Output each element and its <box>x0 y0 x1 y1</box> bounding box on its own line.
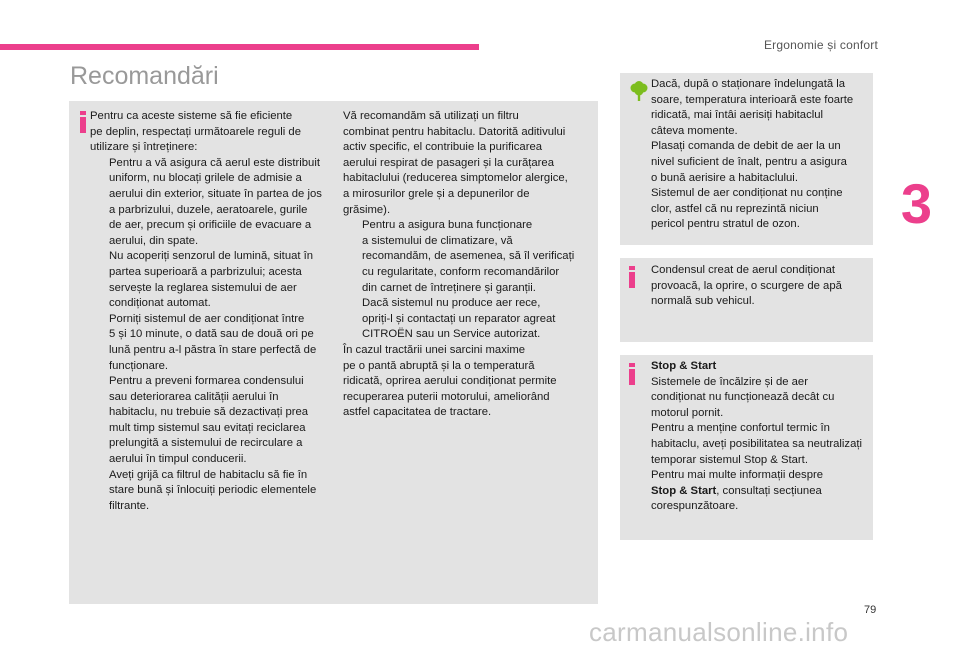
info-icon <box>80 111 86 133</box>
list-item: Porniți sistemul de aer condiționat între 5 și 10 minute, o dată sau de două ori pe lună pentru a-l păstra în stare perfectă de funcționare. <box>90 312 337 374</box>
bullet-icon <box>90 156 109 250</box>
bullet-icon <box>90 249 109 311</box>
condensation-text: Condensul creat de aerul condiționat provoacă, la oprire, o scurgere de apă normală sub vehicul. <box>651 264 842 308</box>
intro-text: Pentru ca aceste sisteme să fie eficiente pe deplin, respectați următoarele reguli de utilizare și întreținere: <box>90 110 302 154</box>
chapter-number: 3 <box>900 172 932 235</box>
stop-start-text: Stop & Start Sistemele de încălzire și de aer condiționat nu funcționează decât cu motorul pornit. Pentru a menține confortul termic în habitaclu, aveți posibilitatea sa neutralizați temporar sistemul Stop & Start. Pentru mai multe informații despre Stop & Start, consultați secțiunea corespunzătoare. <box>651 360 863 513</box>
recommendations-column-2 <box>343 109 593 421</box>
recommendations-panel <box>69 101 598 604</box>
list-item: Aveți grijă ca filtrul de habitaclu să fie în stare bună și înlocuiți periodic elementele filtrante. <box>90 468 337 515</box>
eco-tip-box <box>620 73 873 245</box>
page-number: 79 <box>864 604 877 616</box>
towing-text: În cazul tractării unei sarcini maxime pe o pantă abruptă și la o temperatură ridicată, oprirea aerului condiționat permite recuperarea puterii motorului, ameliorând astfel capacitatea de tractare. <box>343 343 557 419</box>
list-item: Nu acoperiți senzorul de lumină, situat în partea superioară a parbrizului; acesta servește la reglarea sistemului de aer condiționat automat. <box>90 249 337 311</box>
list-item: Pentru a asigura buna funcționare a sistemului de climatizare, vă recomandăm, de asemenea, să îl verificați cu regularitate, conform recomandărilor din carnet de întreținere și garanții. <box>343 218 593 296</box>
bullet-icon <box>343 296 362 343</box>
stop-start-reference: Stop & Start <box>651 484 717 497</box>
eco-tip-text: Dacă, după o staționare îndelungată la soare, temperatura interioară este foarte ridicată, mai întâi aerisiți habitaclul câteva momente. Plasați comanda de debit de aer la un nivel suficient de înalt, pentru a asigura o bună aerisire a habitaclului. Sistemul de aer condiționat nu conține clor, astfel că nu reprezintă niciun pericol pentru stratul de ozon. <box>651 78 854 231</box>
list-item: Dacă sistemul nu produce aer rece, opriți-l și contactați un reparator agreat CITROËN sau un Service autorizat. <box>343 296 593 343</box>
watermark: carmanualsonline.info <box>589 617 849 647</box>
bullet-icon <box>343 218 362 296</box>
info-icon <box>629 266 635 288</box>
list-item: Pentru a vă asigura că aerul este distribuit uniform, nu blocați grilele de admisie a aerului din exterior, situate în partea de jos a parbrizului, duzele, aeratoarele, gurile de aer, precum și orificiile de evacuare a aerului, din spate. <box>90 156 337 250</box>
list-item: Pentru a preveni formarea condensului sau deteriorarea calității aerului în habitaclu, nu trebuie să dezactivați prea mult timp sistemul sau evitați reciclarea prelungită a sistemului de recirculare a aerului în timpul conducerii. <box>90 374 337 468</box>
condensation-info-box <box>620 258 873 342</box>
info-icon <box>629 363 635 385</box>
stop-start-heading: Stop & Start <box>651 360 717 372</box>
bullet-icon <box>90 374 109 468</box>
recommendations-column-1 <box>90 109 337 514</box>
eco-tree-icon <box>630 81 648 101</box>
stop-start-info-box <box>620 355 873 540</box>
section-header: Ergonomie și confort <box>763 38 878 52</box>
bullet-icon <box>90 468 109 515</box>
bullet-icon <box>90 312 109 374</box>
page-title: Recomandări <box>70 62 219 90</box>
filter-text: Vă recomandăm să utilizați un filtru combinat pentru habitaclu. Datorită aditivului activ specific, el contribuie la purificarea aerului respirat de pasageri și la curățarea habitaclului (reducerea simptomelor alergice, a mirosurilor grele și a depunerilor de grăsime). <box>343 110 568 216</box>
